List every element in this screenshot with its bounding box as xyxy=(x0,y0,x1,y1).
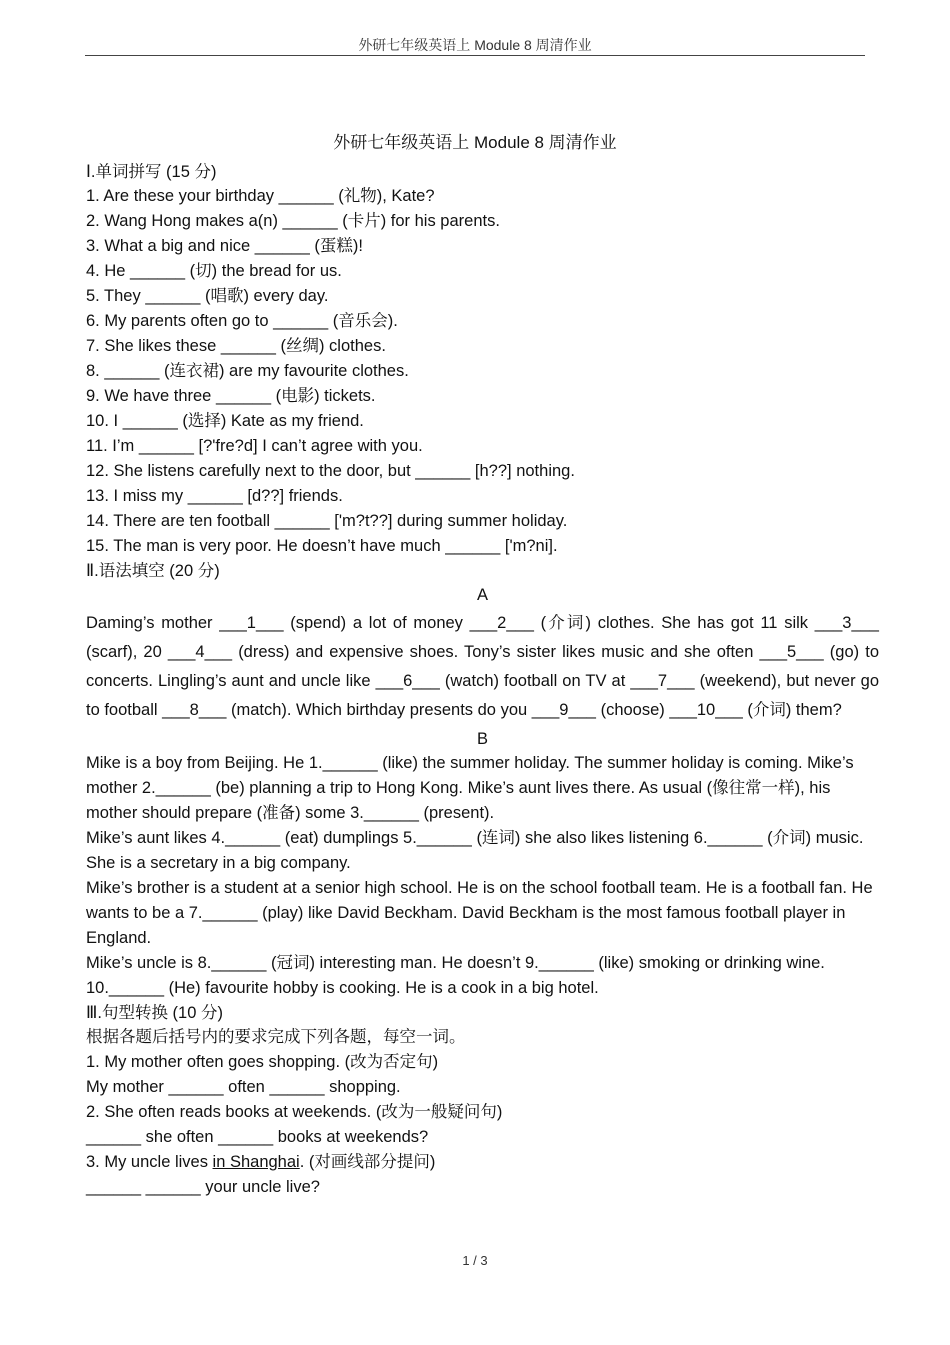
part-b-paragraph: Mike’s uncle is 8.______ (冠词) interesting man. He doesn’t 9.______ (like) smoking or drinking wine. 10.______ (He) favourite hobby is cooking. He is a cook in a big hotel. xyxy=(86,954,825,997)
transform-answer: ______ ______ your uncle live? xyxy=(86,1178,320,1196)
section-2-heading: Ⅱ.语法填空 (20 分) xyxy=(86,562,220,580)
underlined-phrase: in Shanghai xyxy=(212,1153,300,1171)
transform-question xyxy=(86,1150,879,1175)
document-title: 外研七年级英语上 Module 8 周清作业 xyxy=(333,133,617,152)
running-header: 外研七年级英语上 Module 8 周清作业 xyxy=(358,37,592,53)
part-b-paragraph: Mike is a boy from Beijing. He 1.______ (like) the summer holiday. The summer holiday is coming. Mike’s mother 2.______ (be) planning a trip to Hong Kong. Mike’s aunt lives there. As usual (像往常一样), his mother should prepare (准备) some 3.______ (present). xyxy=(86,754,854,822)
part-b-label: B xyxy=(476,730,488,748)
spelling-item: 4. He ______ (切) the bread for us. xyxy=(86,262,342,280)
spelling-item: 5. They ______ (唱歌) every day. xyxy=(86,287,329,305)
part-b-passage xyxy=(86,751,879,1001)
worksheet-body xyxy=(86,160,879,1200)
part-a-passage: Daming’s mother ___1___ (spend) a lot of money ___2___ (介词) clothes. She has got 11 silk ___3___ (scarf), 20 ___4___ (dress) and expensive shoes. Tony’s sister likes music and she often ___5___ (go) to concerts. Lingling’s aunt and uncle like ___6___ (watch) football on TV at ___7___ (weekend), but never go to football ___8___ (match). Which birthday presents do you ___9___ (choose) ___10___ (介词) them? xyxy=(86,614,879,719)
spelling-item: 15. The man is very poor. He doesn’t have much ______ ['m?ni]. xyxy=(86,537,558,555)
transform-answer: ______ she often ______ books at weekends? xyxy=(86,1128,429,1146)
part-b-paragraph: Mike’s brother is a student at a senior high school. He is on the school football team. He is a football fan. He wants to be a 7.______ (play) like David Beckham. David Beckham is the most famous football player in England. xyxy=(86,879,873,947)
spelling-item: 1. Are these your birthday ______ (礼物), Kate? xyxy=(86,187,435,205)
spelling-item: 12. She listens carefully next to the door, but ______ [h??] nothing. xyxy=(86,462,575,480)
page-number: 1 / 3 xyxy=(462,1253,488,1268)
transform-answer: My mother ______ often ______ shopping. xyxy=(86,1078,401,1096)
spelling-item: 8. ______ (连衣裙) are my favourite clothes. xyxy=(86,362,409,380)
spelling-item: 7. She likes these ______ (丝绸) clothes. xyxy=(86,337,386,355)
section-3-heading: Ⅲ.句型转换 (10 分) xyxy=(86,1004,223,1022)
question-instruction: . (对画线部分提问) xyxy=(299,1153,436,1171)
spelling-item: 3. What a big and nice ______ (蛋糕)! xyxy=(86,237,363,255)
spelling-item: 11. I’m ______ [?'fre?d] I can’t agree with you. xyxy=(86,437,423,455)
spelling-item: 10. I ______ (选择) Kate as my friend. xyxy=(86,412,364,430)
spelling-item: 2. Wang Hong makes a(n) ______ (卡片) for his parents. xyxy=(86,212,500,230)
section-1-heading: Ⅰ.单词拼写 (15 分) xyxy=(86,163,217,181)
question-text: 3. My uncle lives xyxy=(86,1153,213,1171)
transform-question: 1. My mother often goes shopping. (改为否定句) xyxy=(86,1053,439,1071)
spelling-item: 9. We have three ______ (电影) tickets. xyxy=(86,387,376,405)
section-3-instruction: 根据各题后括号内的要求完成下列各题，每空一词。 xyxy=(86,1028,466,1046)
transform-question: 2. She often reads books at weekends. (改为一般疑问句) xyxy=(86,1103,503,1121)
part-a-label: A xyxy=(476,586,488,604)
spelling-item: 13. I miss my ______ [d??] friends. xyxy=(86,487,343,505)
part-b-paragraph: Mike’s aunt likes 4.______ (eat) dumplings 5.______ (连词) she also likes listening 6.______ (介词) music. She is a secretary in a big company. xyxy=(86,829,864,872)
spelling-item: 6. My parents often go to ______ (音乐会). xyxy=(86,312,398,330)
header-divider xyxy=(85,55,865,56)
spelling-item: 14. There are ten football ______ ['m?t??] during summer holiday. xyxy=(86,512,568,530)
